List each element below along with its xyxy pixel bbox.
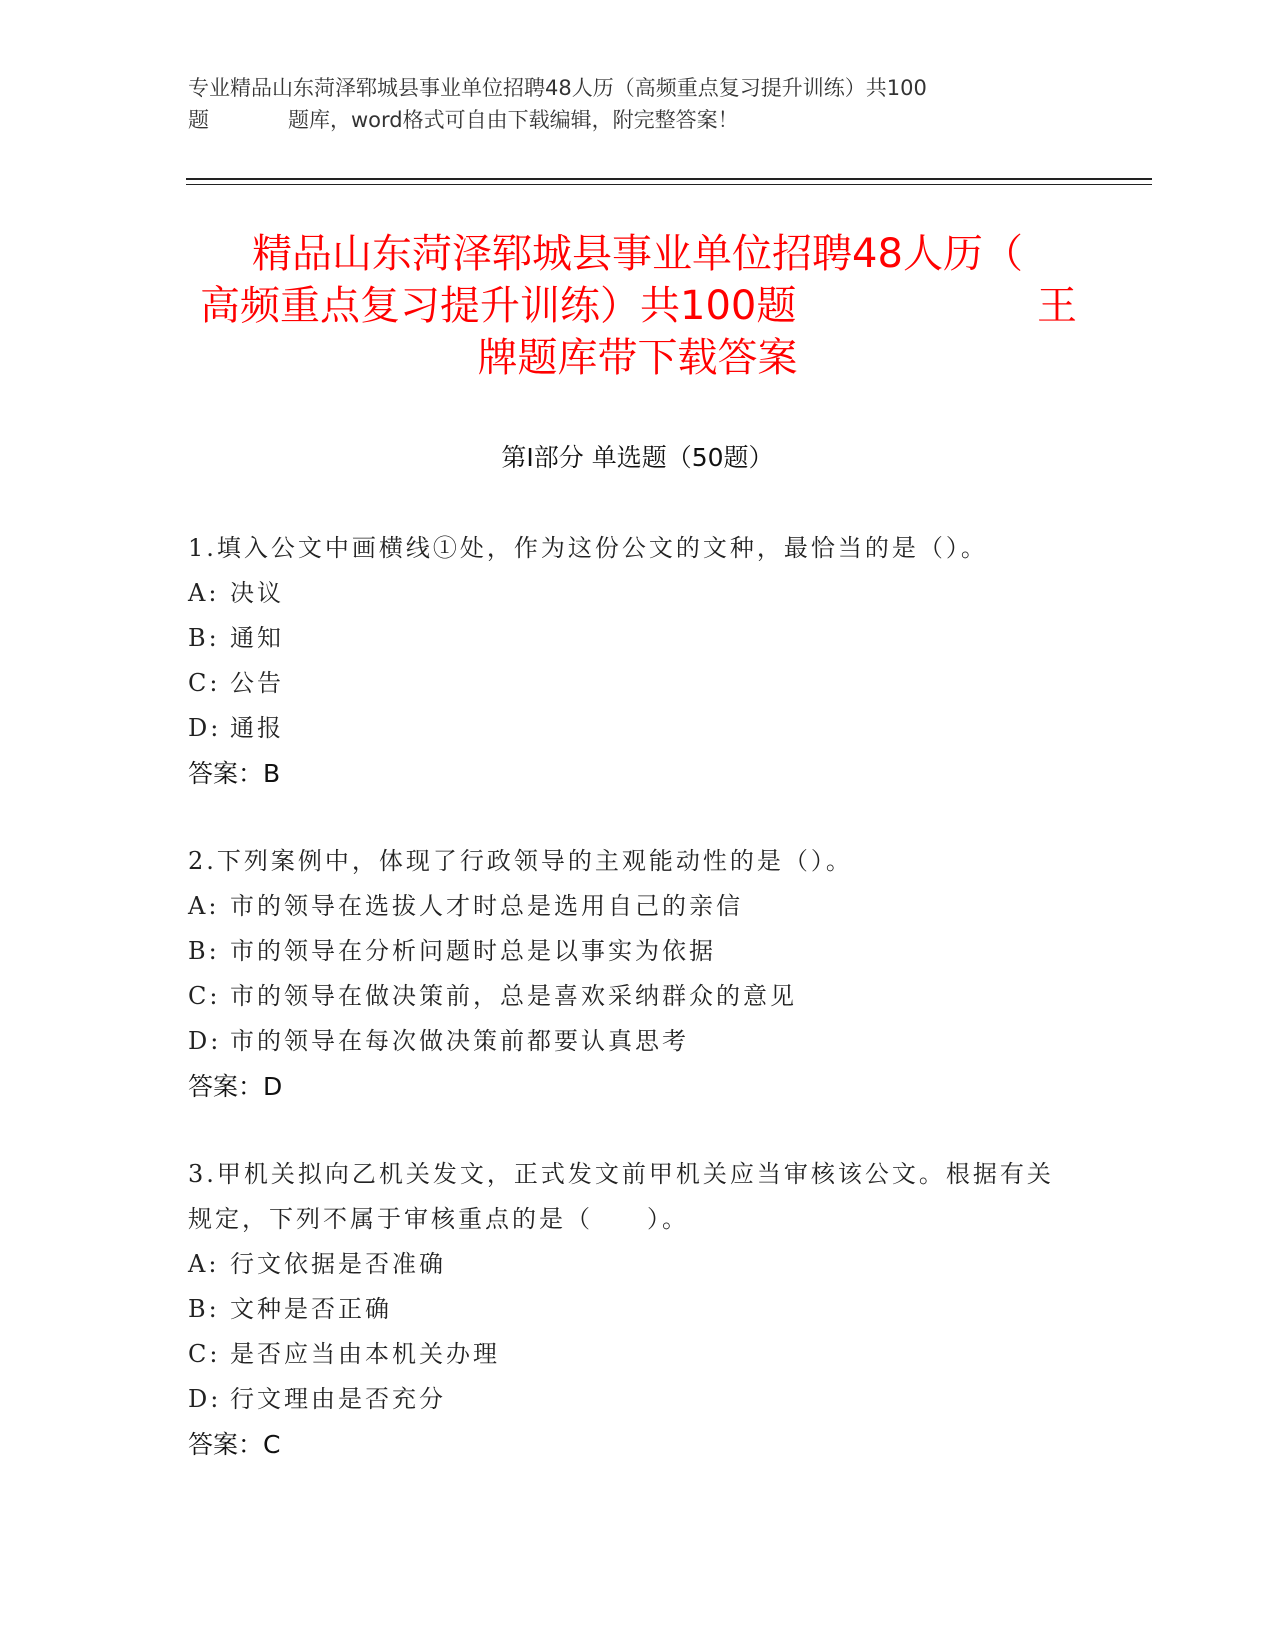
option-b xyxy=(188,616,1068,661)
header-line-2 xyxy=(188,104,1068,136)
header-divider-thick xyxy=(186,178,1152,180)
option-b xyxy=(188,1287,1068,1332)
option-letter: C: xyxy=(188,669,221,697)
option-c xyxy=(188,974,1068,1019)
option-text: 市的领导在分析问题时总是以事实为依据 xyxy=(230,937,716,965)
title-line-2 xyxy=(180,280,1095,332)
option-letter: B: xyxy=(188,937,220,965)
option-text: 文种是否正确 xyxy=(230,1295,392,1323)
option-c xyxy=(188,1332,1068,1377)
option-d xyxy=(188,1019,1068,1064)
option-letter: A: xyxy=(188,892,220,920)
option-a xyxy=(188,1242,1068,1287)
option-a xyxy=(188,571,1068,616)
option-text: 行文理由是否充分 xyxy=(230,1385,446,1413)
option-d xyxy=(188,706,1068,751)
option-text: 市的领导在选拔人才时总是选用自己的亲信 xyxy=(230,892,743,920)
option-letter: A: xyxy=(188,579,220,607)
option-text: 通报 xyxy=(230,714,284,742)
option-text: 市的领导在做决策前，总是喜欢采纳群众的意见 xyxy=(230,982,797,1010)
option-text: 行文依据是否准确 xyxy=(230,1250,446,1278)
option-text: 是否应当由本机关办理 xyxy=(230,1340,500,1368)
question-list xyxy=(188,526,1068,1510)
question-text: 3.甲机关拟向乙机关发文，正式发文前甲机关应当审核该公文。根据有关规定，下列不属于审核重点的是（ ）。 xyxy=(188,1160,1054,1233)
option-text: 市的领导在每次做决策前都要认真思考 xyxy=(230,1027,689,1055)
option-d xyxy=(188,1377,1068,1422)
option-letter: D: xyxy=(188,1385,222,1413)
header-line-2-lead: 题 xyxy=(188,108,209,132)
document-header xyxy=(188,72,1068,136)
option-text: 通知 xyxy=(230,624,284,652)
header-line-2-rest: 题库，word格式可自由下载编辑，附完整答案！ xyxy=(288,108,739,132)
answer-line: 答案：D xyxy=(188,1072,283,1101)
option-letter: B: xyxy=(188,624,220,652)
title-line-1: 精品山东菏泽郓城县事业单位招聘48人历（ xyxy=(252,231,1023,277)
question-text: 2.下列案例中，体现了行政领导的主观能动性的是（）。 xyxy=(188,847,853,875)
question-3 xyxy=(188,1152,1068,1468)
section-heading: 第Ⅰ部分 单选题（50题） xyxy=(501,443,774,472)
option-a xyxy=(188,884,1068,929)
option-letter: C: xyxy=(188,1340,221,1368)
answer-line: 答案：B xyxy=(188,759,281,788)
document-title xyxy=(180,228,1095,384)
title-line-2-right: 王 xyxy=(1037,283,1077,329)
option-letter: C: xyxy=(188,982,221,1010)
option-letter: D: xyxy=(188,1027,222,1055)
question-1 xyxy=(188,526,1068,797)
header-divider-thin xyxy=(186,184,1152,185)
header-line-1: 专业精品山东菏泽郓城县事业单位招聘48人历（高频重点复习提升训练）共100 xyxy=(188,76,927,100)
option-letter: A: xyxy=(188,1250,220,1278)
option-letter: D: xyxy=(188,714,222,742)
question-text: 1.填入公文中画横线①处，作为这份公文的文种，最恰当的是（）。 xyxy=(188,534,988,562)
question-2 xyxy=(188,839,1068,1110)
answer-line: 答案：C xyxy=(188,1430,281,1459)
option-text: 公告 xyxy=(230,669,284,697)
title-line-2-left: 高频重点复习提升训练）共100题 xyxy=(200,283,797,329)
title-line-3: 牌题库带下载答案 xyxy=(477,335,798,381)
option-c xyxy=(188,661,1068,706)
option-letter: B: xyxy=(188,1295,220,1323)
option-b xyxy=(188,929,1068,974)
option-text: 决议 xyxy=(230,579,284,607)
